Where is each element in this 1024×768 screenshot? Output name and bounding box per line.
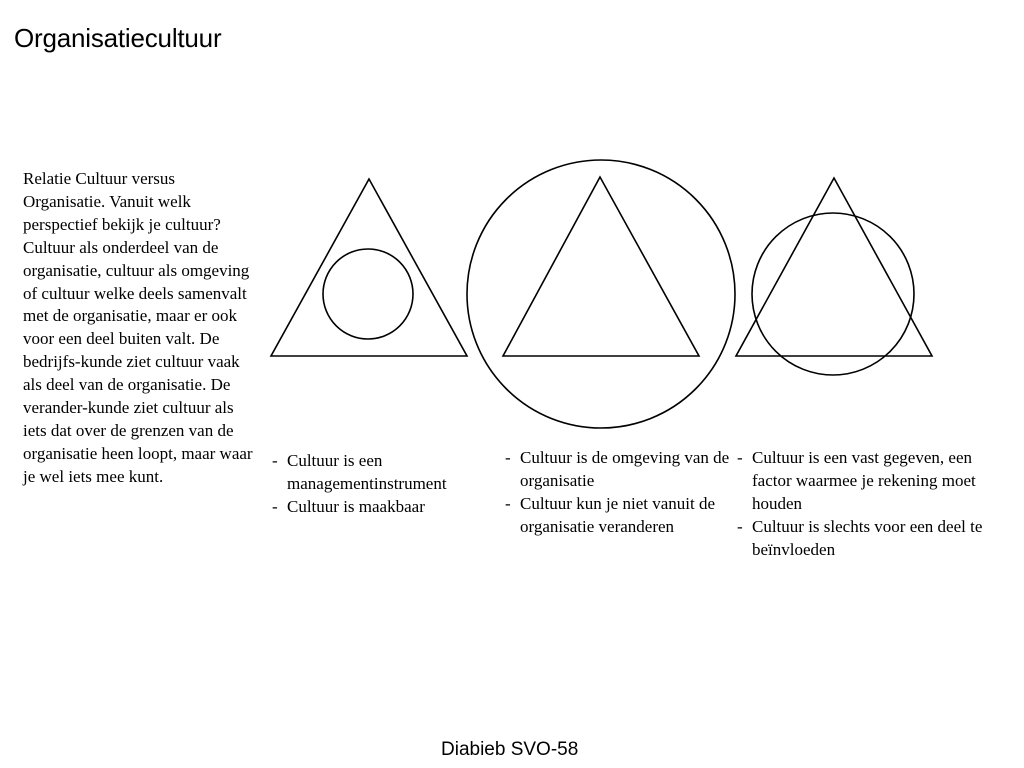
organisation-triangle-3 (736, 178, 932, 356)
organisation-triangle-2 (503, 177, 699, 356)
intro-paragraph: Relatie Cultuur versus Organisatie. Vanuit welk perspectief bekijk je cultuur? Cultuur als onderdeel van de organisatie, cultuur als omgeving of cultuur welke deels samenvalt met de organisatie, maar er ook voor een deel buiten valt. De bedrijfs-kunde ziet cultuur vaak als deel van de organisatie. De verander-kunde ziet cultuur als iets dat over de grenzen van de organisatie heen loopt, maar waar je wel iets mee kunt. (23, 169, 253, 486)
model-2-bullets (505, 447, 735, 539)
culture-circle-3 (752, 213, 914, 375)
slide-footer: Diabieb SVO-58 (441, 739, 579, 760)
organisation-triangle-1 (271, 179, 467, 356)
model-1-bullet-1: - Cultuur is een managementinstrument (272, 450, 492, 496)
culture-circle-2 (467, 160, 735, 428)
culture-circle-1 (323, 249, 413, 339)
model-3-bullet-1: - Cultuur is een vast gegeven, een factor waarmee je rekening moet houden (737, 447, 997, 516)
model-1-bullet-2: - Cultuur is maakbaar (272, 496, 492, 519)
model-3-bullet-2: - Cultuur is slechts voor een deel te beïnvloeden (737, 516, 997, 562)
model-3-bullets (737, 447, 997, 562)
slide-title: Organisatiecultuur (14, 23, 222, 53)
model-1-bullets (272, 450, 492, 519)
model-2-bullet-1: - Cultuur is de omgeving van de organisatie (505, 447, 735, 493)
model-2-bullet-2: - Cultuur kun je niet vanuit de organisatie veranderen (505, 493, 735, 539)
